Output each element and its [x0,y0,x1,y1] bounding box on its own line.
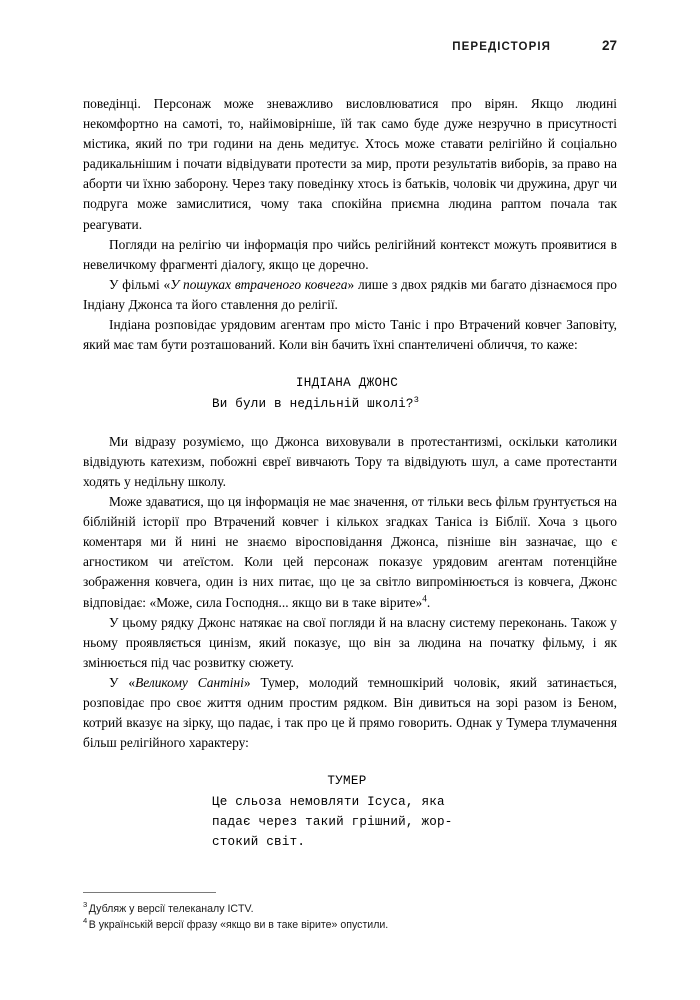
spacer-after-block-indiana [83,414,617,432]
paragraph-8-tail: » Тумер, молодий темношкірий чоловік, який затинається, розповідає про своє життя одним простим рядком. Він дивиться на зорі разом із Беном, котрий вказує на зірку, що падає, і так про це й прямо говорить. Однак у Тумера тлумачення більш релігійного характеру: [83,674,617,751]
footnote-ref-3[interactable]: 3 [413,394,420,405]
footnote-3-marker: 3 [83,900,88,910]
paragraph-1: поведінці. Персонаж може зневажливо висловлюватися про вірян. Якщо людині некомфортно на самоті, то, найімовірніше, їй так само буде дуже незручно в присутності містика, який по три години на день медитує. Хтось може ставати релігійно й соціально радикальнішим і почати відвідувати протести за мир, проти результатів виборів, за право на аборти чи їхню заборону. Через таку поведінку хтось із батьків, чоловік чи дружина, друг чи подруга може замислитися, чому така спокійна приємна людина раптом почала так реагувати. [83,96,617,232]
screenplay-block-toomer [83,771,617,852]
text-column [83,94,617,853]
footnote-4-marker: 4 [83,915,88,925]
paragraph-6-tail: . [426,594,431,610]
paragraph-5: Ми відразу розуміємо, що Джонса виховували в протестантизмі, оскільки католики відвідують катехизм, побожні євреї вивчають Тору та відвідують шул, а саме протестанти ходять у недільну школу. [83,433,617,489]
film-title-great-santini: Великому Сантіні [135,674,244,690]
running-head-title: ПЕРЕДІСТОРІЯ [452,41,551,53]
paragraph-4: Індіана розповідає урядовим агентам про місто Таніс і про Втрачений ковчег Заповіту, який має там бути розташований. Коли він бачить їхні спантеличені обличчя, то каже: [83,317,617,353]
dialogue-line-toomer-2: падає через такий грішний, жор- [212,814,453,829]
paragraph-6 [83,492,617,613]
footnote-4-text: В українській версії фразу «якщо ви в таке вірите» опустили. [88,918,389,931]
dialogue-text: Ви були в недільній школі? [212,396,414,411]
paragraph-3 [83,275,617,315]
spacer-before-block-toomer [83,753,617,771]
dialogue-line-toomer-3: стокий світ. [212,835,306,850]
footnote-area [83,892,617,933]
footnote-3-text: Дубляж у версії телеканалу ICTV. [88,903,254,915]
footnote-separator-rule [83,892,216,893]
screenplay-block-indiana [83,373,617,414]
footnote-4 [83,915,617,934]
footnote-ref-4[interactable]: 4 [422,593,427,604]
dialogue-line-toomer-1: Це сльоза немовляти Ісуса, яка [212,794,445,809]
paragraph-6-main: Може здаватися, що ця інформація не має значення, от тільки весь фільм ґрунтується на біблійній історії про Втрачений ковчег і кількох згадках Таніса із Біблії. Хоча з цього коментаря ми й нині не знаємо віросповідання Джонса, пізніше він зазначає, що є агностиком чи атеїстом. Коли цей персонаж показує урядовим агентам потенційне зображення ковчега, один із них питає, що це за світло випромінюється із ковчега, Джонс відповідає: «Може, сила Господня... якщо ви в таке вірите» [83,494,617,610]
character-name-toomer: ТУМЕР [327,774,367,789]
character-name-indiana: ІНДІАНА ДЖОНС [295,376,399,391]
paragraph-3-tail: » лише з двох рядків ми багато дізнаємося про Індіану Джонса та його ставлення до релігії. [83,276,618,312]
paragraph-8-lead: У « [109,674,136,690]
paragraph-8 [83,673,617,753]
paragraph-2: Погляди на релігію чи інформація про чийсь релігійний контекст можуть проявитися в невеличкому фрагменті діалогу, якщо це доречно. [83,236,617,272]
page-number: 27 [601,38,617,53]
paragraph-3-lead: У фільмі « [109,276,171,292]
paragraph-7: У цьому рядку Джонс натякає на свої погляди й на власну систему переконань. Також у ньому проявляється цинізм, який показує, що він за людина на початку фільму, і як змінюється під час розвитку сюжету. [83,614,617,670]
spacer-before-block-indiana [83,355,617,373]
running-head [83,38,617,58]
footnote-3 [83,902,617,918]
dialogue-line-indiana [212,394,617,414]
film-title-raiders: У пошуках втраченого ковчега [170,276,348,292]
